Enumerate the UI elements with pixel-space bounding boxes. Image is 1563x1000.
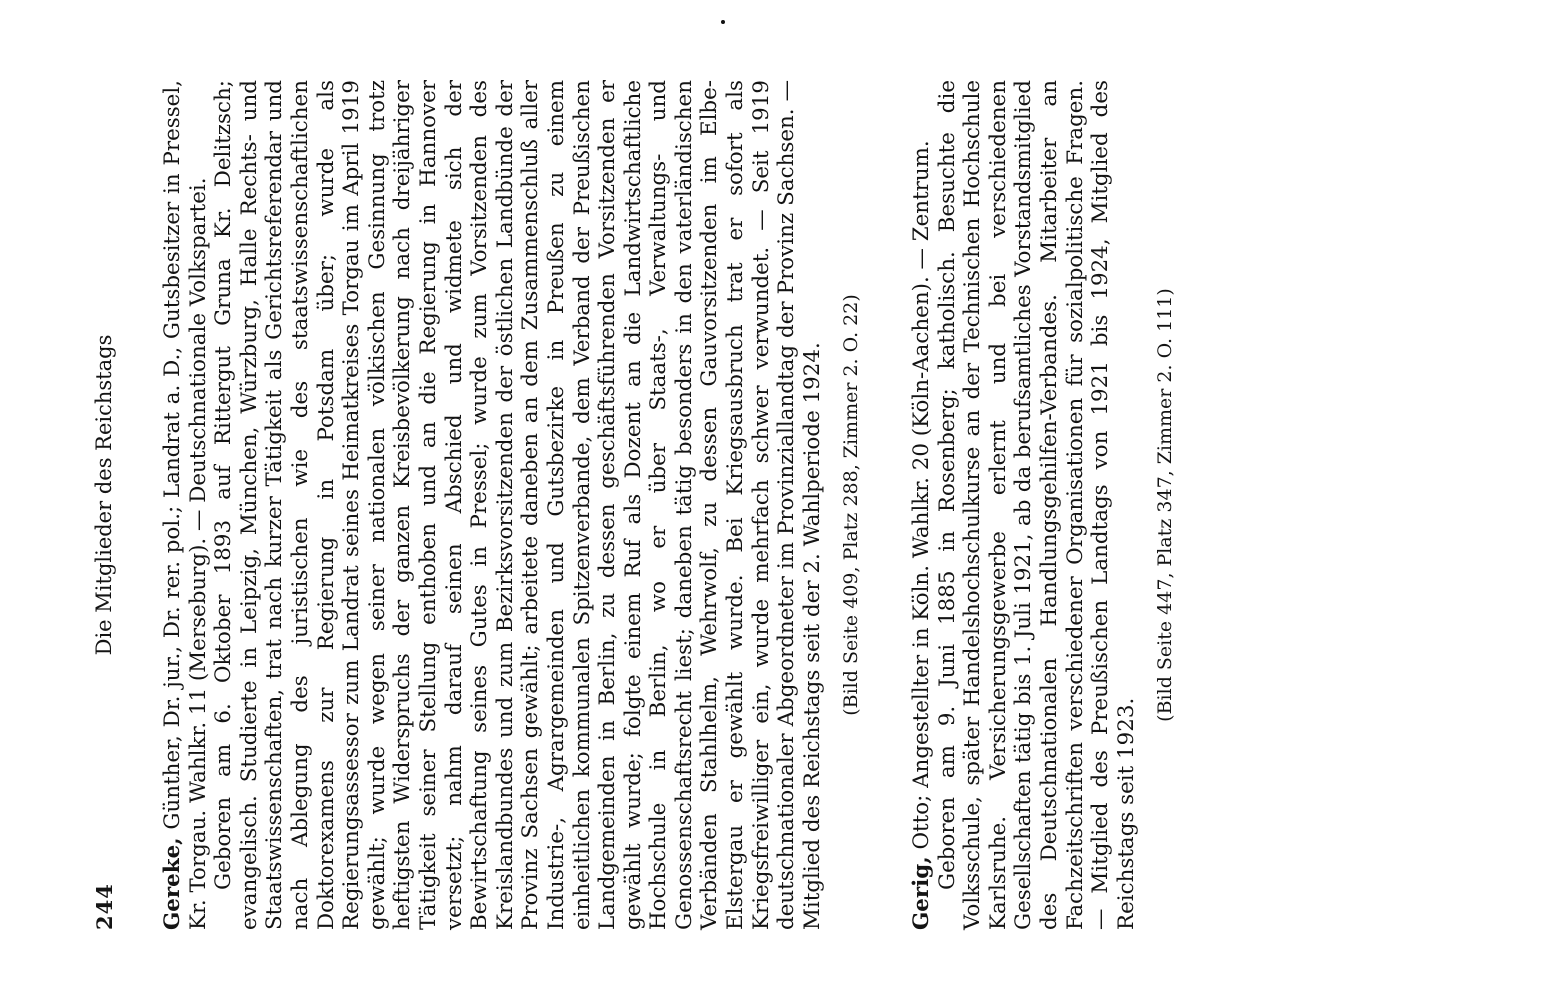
member-name: Gereke, [160,837,185,930]
running-title: Die Mitglieder des Reichstags [92,334,116,656]
member-name: Gerig, [909,856,935,930]
member-entry-gereke [160,80,865,930]
entry-headline [160,80,211,930]
page-body [160,80,1179,930]
entry-headline [909,80,935,930]
member-entry-gerig [909,80,1179,930]
page-header [92,60,128,930]
member-details: Günther, Dr. jur., Dr. rer. pol.; Landrat a. D., Gutsbesitzer in Pressel, Kr. Torgau. Wahlkr. 11 (Merseburg). — Deutschnationale Volkspartei. [160,80,211,930]
photo-reference: (Bild Seite 447, Platz 347, Zimmer 2. O. 111) [1154,288,1177,722]
member-biography: Geboren am 9. Juni 1885 in Rosenberg; katholisch. Besuchte die Volksschule, später Handelshochschulkurse an der Technischen Hochschule Karlsruhe. Versicherungsgewerbe erlernt und bei verschiedenen Gesellschaften tätig bis 1. Juli 1921, ab da berufsamtliches Vorstandsmitglied des Deutschnationalen Handlungsgehilfen-Verbandes. Mitarbeiter an Fachzeitschriften verschiedener Organisationen für sozialpolitische Fragen. — Mitglied des Preußischen Landtags von 1921 bis 1924, Mitglied des Reichstags seit 1923. [934,80,1139,930]
photo-reference: (Bild Seite 409, Platz 288, Zimmer 2. O. 22) [840,294,863,716]
member-details: Otto; Angestellter in Köln. Wahlkr. 20 (Köln-Aachen). — Zentrum. [909,140,935,850]
page-number: 244 [92,883,117,930]
member-biography: Geboren am 6. Oktober 1893 auf Rittergut Gruna Kr. Delitzsch; evangelisch. Studierte in Leipzig, München, Würzburg, Halle Rechts- und Staatswissenschaften, trat nach kurzer Tätigkeit als Gerichtsreferendar und nach Ablegung des juristischen wie des staatswissenschaftlichen Doktorexamens zur Regierung in Potsdam über; wurde als Regierungsassessor zum Landrat seines Heimatkreises Torgau im April 1919 gewählt; wurde wegen seiner nationalen völkischen Gesinnung trotz heftigsten Widerspruchs der ganzen Kreisbevölkerung nach dreijähriger Tätigkeit seiner Stellung enthoben und an die Regierung in Hannover versetzt; nahm darauf seinen Abschied und widmete sich der Bewirtschaftung seines Gutes in Pressel; wurde zum Vorsitzenden des Kreislandbundes und zum Bezirksvorsitzenden der östlichen Landbünde der Provinz Sachsen gewählt; arbeitete daneben an dem Zusammenschluß aller Industrie-, Agrargemeinden und Gutsbezirke in Preußen zu einem einheitlichen kommunalen Spitzenverbande, dem Verband der Preußischen Landgemeinden in Berlin, zu dessen geschäftsführenden Vorsitzenden er gewählt wurde; folgte einem Ruf als Dozent an die Landwirtschaftliche Hochschule in Berlin, wo er über Staats-, Verwaltungs- und Genossenschaftsrecht liest; daneben tätig besonders in den vaterländischen Verbänden Stahlhelm, Wehrwolf, zu dessen Gauvorsitzenden im Elbe-Elstergau er gewählt wurde. Bei Kriegsausbruch trat er sofort als Kriegsfreiwilliger ein, wurde mehrfach schwer verwundet. — Seit 1919 deutschnationaler Abgeordneter im Provinziallandtag der Provinz Sachsen. — Mitglied des Reichstags seit der 2. Wahlperiode 1924. [211,80,825,930]
